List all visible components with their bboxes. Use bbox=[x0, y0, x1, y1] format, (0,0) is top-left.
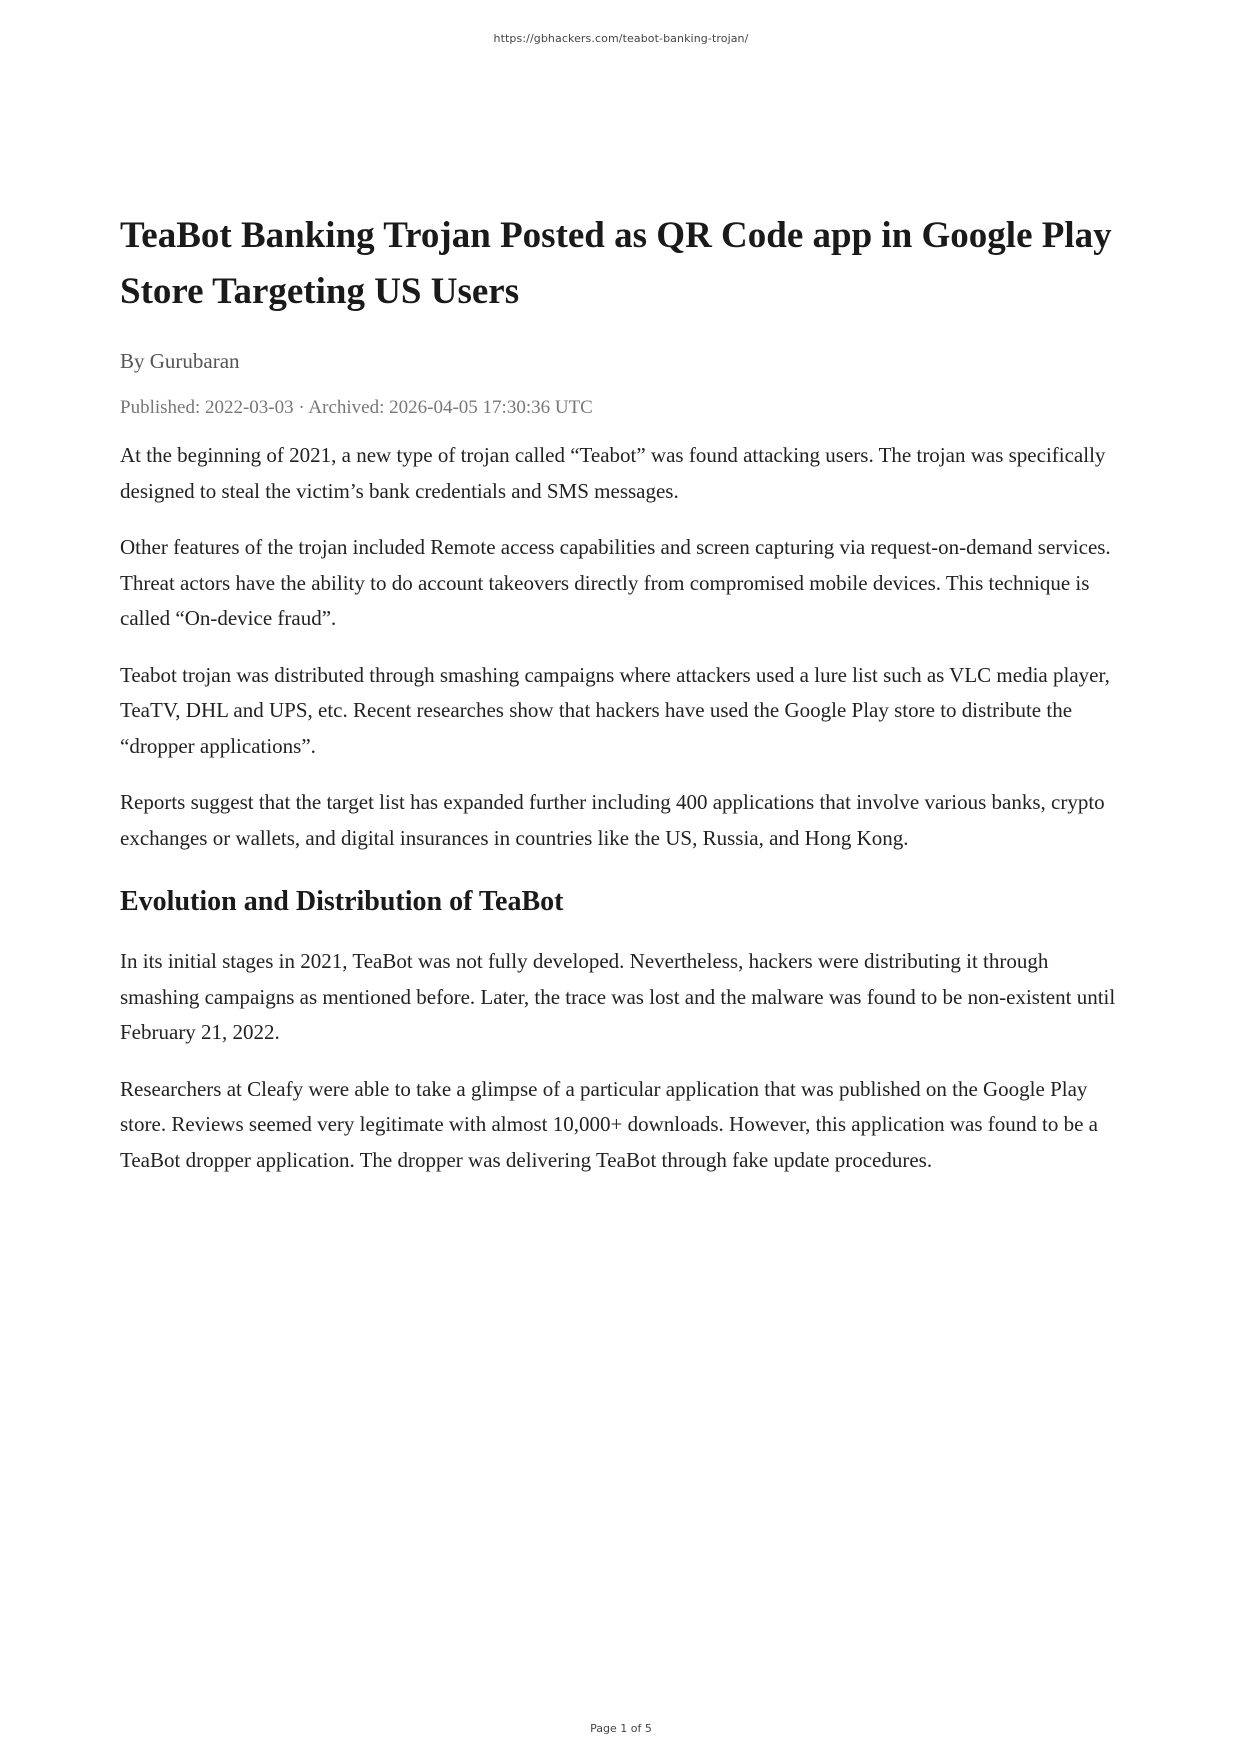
paragraph-intro-1: At the beginning of 2021, a new type of trojan called “Teabot” was found attacking users. The trojan was specifically designed to steal the victim’s bank credentials and SMS messages. bbox=[120, 443, 1106, 503]
article-title: TeaBot Banking Trojan Posted as QR Code app in Google Play Store Targeting US Users bbox=[120, 215, 1112, 312]
paragraph-intro-2: Other features of the trojan included Remote access capabilities and screen capturing via request-on-demand services. Threat actors have the ability to do account takeovers directly from compromised mobile devices. This technique is called “On-device fraud”. bbox=[120, 535, 1111, 630]
paragraph-section-2: Researchers at Cleafy were able to take a glimpse of a particular application that was published on the Google Play store. Reviews seemed very legitimate with almost 10,000+ downloads. However, this application was found to be a TeaBot dropper application. The dropper was delivering TeaBot through fake update procedures. bbox=[120, 1076, 1098, 1172]
article-meta: Published: 2022-03-03 · Archived: 2026-04-05 17:30:36 UTC bbox=[120, 397, 593, 418]
page-url-header: https://gbhackers.com/teabot-banking-trojan/ bbox=[493, 32, 749, 45]
paragraph-intro-4: Reports suggest that the target list has expanded further including 400 applications that involve various banks, crypto exchanges or wallets, and digital insurances in countries like the US, Russia, and Hong Kong. bbox=[120, 790, 1105, 850]
paragraph-section-1: In its initial stages in 2021, TeaBot was not fully developed. Nevertheless, hackers were distributing it through smashing campaigns as mentioned before. Later, the trace was lost and the malware was found to be non-existent until February 21, 2022. bbox=[120, 949, 1116, 1044]
article bbox=[120, 208, 1130, 1178]
article-byline: By Gurubaran bbox=[120, 349, 240, 373]
section-heading: Evolution and Distribution of TeaBot bbox=[120, 886, 564, 917]
page-number: Page 1 of 5 bbox=[590, 1722, 652, 1735]
paragraph-intro-3: Teabot trojan was distributed through smashing campaigns where attackers used a lure list such as VLC media player, TeaTV, DHL and UPS, etc. Recent researches show that hackers have used the Google Play store to distribute the “dropper applications”. bbox=[120, 662, 1110, 758]
